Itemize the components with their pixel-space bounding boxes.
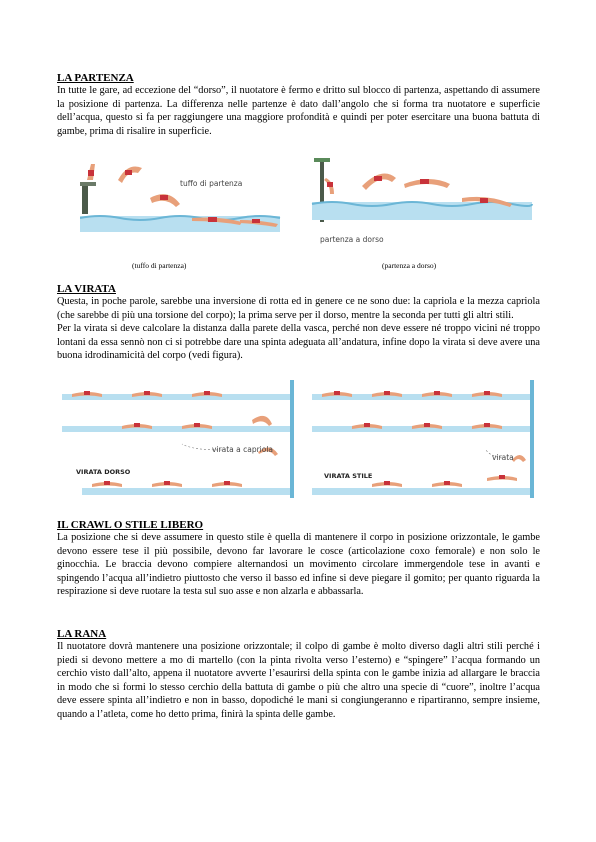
label-virata-a-capriola: virata a capriola [212, 445, 274, 454]
heading-partenza: LA PARTENZA [57, 72, 134, 84]
illustration-virata-dorso [62, 380, 294, 498]
heading-virata: LA VIRATA [57, 283, 116, 295]
label-virata: virata [492, 453, 514, 462]
paragraph-partenza: In tutte le gare, ad eccezione del “dorso”, il nuotatore è fermo e dritto sul blocco di partenza, aspettando di assumere la posizione di partenza. La differenza nelle partenze è dato dall’angolo che si forma tra nuotatore e superficie dell’acqua, questo si fa per raggiungere una maggiore profondità e quindi per poter esercitare una buona battuta di gambe, prima di risalire in superficie. [57, 85, 540, 137]
heading-crawl: IL CRAWL O STILE LIBERO [57, 519, 204, 531]
paragraph-virata-2: Per la virata si deve calcolare la distanza dalla parete della vasca, perché non deve essere né troppo vicini né troppo lontani da essa sennò non ci si potrebbe dare una spinta adeguata all’andatura, infine dopo la virata si deve avere una buona idrodinamicità del corpo (vedi figura). [57, 323, 540, 362]
label-virata-dorso: VIRATA DORSO [76, 468, 131, 476]
illustration-virata-stile [312, 380, 534, 498]
figure-partenza [80, 158, 540, 258]
section-crawl [57, 519, 540, 599]
section-rana [57, 628, 540, 722]
label-virata-stile: VIRATA STILE [324, 472, 373, 480]
illustration-tuffo-di-partenza [80, 164, 280, 232]
paragraph-rana: Il nuotatore dovrà mantenere una posizione orizzontale; il colpo di gambe è molto diverso dagli altri stili perché i piedi si devono mettere a mo di martello (con la pinta rivolta verso l’esterno) e “spingere” l’acqua formando un cerchio visto dall’alto, appena il nuotatore avverte l’esaurirsi della spinta con le gambe inizia ad allargare le braccia in modo che si formi lo stesso cerchio della battuta di gambe o più che altro una specie di “cuore”, inoltre l’acqua deve essere spinta all’indietro e non in basso, dopodiché le mani si congiungeranno e ripartiranno, sempre insieme, quando a l’atleta, come ho detto prima, finirà la spinta delle gambe. [57, 641, 540, 720]
section-partenza [57, 72, 540, 138]
section-virata [57, 283, 540, 363]
label-partenza-a-dorso: partenza a dorso [320, 235, 384, 244]
heading-rana: LA RANA [57, 628, 107, 640]
illustration-partenza-a-dorso [312, 158, 532, 244]
caption-partenza-a-dorso: (partenza a dorso) [382, 261, 437, 270]
paragraph-crawl: La posizione che si deve assumere in questo stile è quella di mantenere il corpo in posizione orizzontale, le gambe devono essere tese il più possibile, devono far lavorare le cosce (articolazione coxo femorale) e non solo le ginocchia. Le braccia devono compiere alternandosi un movimento circolare immergendole tese in avanti e spingendo l’acqua all’indietro piuttosto che verso il basso ed infine si deve piegare il gomito; per quanto riguarda la respirazione si deve ruotare la testa sul suo asse e non alzarla e abbassarla. [57, 532, 540, 598]
label-tuffo-di-partenza: tuffo di partenza [180, 179, 243, 188]
caption-tuffo-di-partenza: (tuffo di partenza) [132, 261, 187, 270]
paragraph-virata-1: Questa, in poche parole, sarebbe una inversione di rotta ed in genere ce ne sono due: la capriola e la mezza capriola (che sarebbe di più una torsione del corpo); la prima serve per il dorso, mentre la seconda per tutti gli altri stili. [57, 296, 540, 321]
figure-virata [62, 380, 538, 500]
